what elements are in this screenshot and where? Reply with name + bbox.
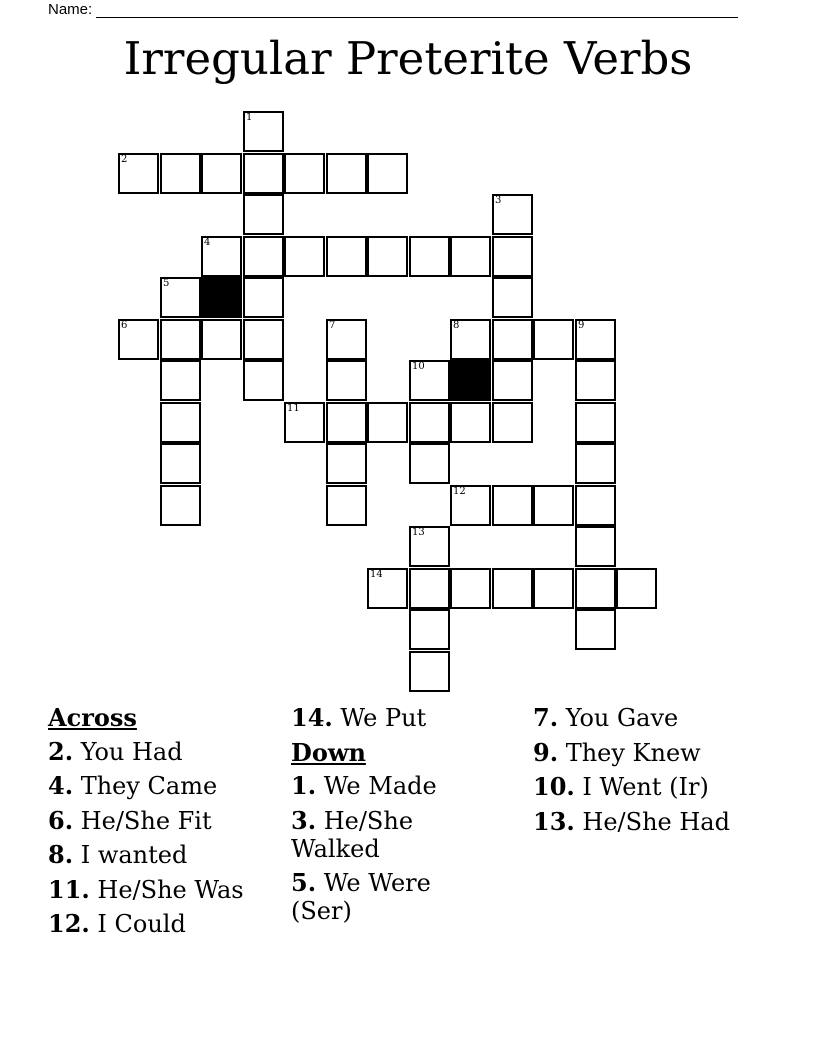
grid-cell[interactable] <box>492 485 533 526</box>
grid-cell[interactable] <box>367 568 408 609</box>
grid-cell[interactable] <box>160 402 201 443</box>
grid-cell[interactable] <box>450 568 491 609</box>
grid-cell[interactable] <box>409 568 450 609</box>
grid-cell[interactable] <box>575 360 616 401</box>
grid-cell[interactable] <box>160 443 201 484</box>
cell-number: 11 <box>287 403 300 414</box>
grid-cell[interactable] <box>533 485 574 526</box>
grid-cell[interactable] <box>201 319 242 360</box>
grid-cell[interactable] <box>326 236 367 277</box>
grid-cell[interactable] <box>450 402 491 443</box>
grid-cell[interactable] <box>409 526 450 567</box>
clue-down-9: 9. They Knew <box>533 737 701 767</box>
grid-cell[interactable] <box>243 236 284 277</box>
grid-cell[interactable] <box>326 360 367 401</box>
grid-cell[interactable] <box>492 568 533 609</box>
grid-cell[interactable] <box>575 443 616 484</box>
clue-column-1 <box>48 701 278 942</box>
name-label: Name: <box>48 1 93 18</box>
clue-across-6: 6. He/She Fit <box>48 805 212 835</box>
page-title: Irregular Preterite Verbs <box>123 32 693 85</box>
grid-cell[interactable] <box>326 319 367 360</box>
cell-number: 1 <box>246 112 253 123</box>
clue-down-7: 7. You Gave <box>533 703 679 732</box>
cell-number: 5 <box>163 278 170 289</box>
cell-number: 3 <box>495 195 502 206</box>
clue-across-14: 14. We Put <box>291 703 427 732</box>
grid-cell[interactable] <box>367 236 408 277</box>
clue-down-1: 1. We Made <box>291 771 437 800</box>
cell-number: 14 <box>370 569 383 580</box>
grid-cell[interactable] <box>160 319 201 360</box>
grid-cell[interactable] <box>284 402 325 443</box>
grid-cell[interactable] <box>326 443 367 484</box>
down-heading: Down <box>291 737 366 767</box>
clue-column-3 <box>533 701 783 839</box>
grid-cell[interactable] <box>160 360 201 401</box>
clue-column-2 <box>291 701 471 931</box>
grid-cell[interactable] <box>243 111 284 152</box>
grid-cell[interactable] <box>575 402 616 443</box>
grid-cell[interactable] <box>243 319 284 360</box>
grid-cell[interactable] <box>492 236 533 277</box>
clue-across-11: 11. He/She Was <box>48 874 244 904</box>
grid-cell[interactable] <box>243 153 284 194</box>
grid-cell[interactable] <box>409 609 450 650</box>
clue-down-10: 10. I Went (Ir) <box>533 772 709 801</box>
clue-across-4: 4. They Came <box>48 771 218 800</box>
grid-cell[interactable] <box>409 236 450 277</box>
grid-cell[interactable] <box>533 319 574 360</box>
cell-number: 13 <box>412 527 425 538</box>
grid-cell[interactable] <box>284 236 325 277</box>
grid-cell[interactable] <box>243 360 284 401</box>
grid-cell[interactable] <box>492 277 533 318</box>
grid-cell[interactable] <box>533 568 574 609</box>
grid-cell[interactable] <box>450 236 491 277</box>
grid-cell[interactable] <box>160 277 201 318</box>
grid-cell[interactable] <box>201 236 242 277</box>
grid-cell[interactable] <box>492 194 533 235</box>
grid-cell[interactable] <box>575 485 616 526</box>
grid-cell[interactable] <box>160 153 201 194</box>
grid-cell[interactable] <box>492 360 533 401</box>
grid-cell[interactable] <box>409 360 450 401</box>
cell-number: 9 <box>578 320 585 331</box>
grid-cell[interactable] <box>575 319 616 360</box>
grid-cell[interactable] <box>326 153 367 194</box>
grid-cell[interactable] <box>367 153 408 194</box>
cell-number: 8 <box>453 320 460 331</box>
grid-cell[interactable] <box>492 402 533 443</box>
clue-across-2: 2. You Had <box>48 736 183 766</box>
grid-cell[interactable] <box>160 485 201 526</box>
clue-down-5: 5. We Were (Ser) <box>291 867 431 925</box>
grid-cell[interactable] <box>575 568 616 609</box>
grid-cell[interactable] <box>575 526 616 567</box>
clue-across-12: 12. I Could <box>48 909 186 938</box>
cell-number: 7 <box>329 320 336 331</box>
grid-cell[interactable] <box>243 277 284 318</box>
cell-number: 2 <box>121 154 128 165</box>
grid-cell[interactable] <box>492 319 533 360</box>
grid-cell[interactable] <box>284 153 325 194</box>
cell-number: 10 <box>412 361 425 372</box>
clue-down-3: 3. He/She Walked <box>291 805 414 863</box>
grid-cell[interactable] <box>201 153 242 194</box>
grid-cell[interactable] <box>616 568 657 609</box>
cell-number: 6 <box>121 320 128 331</box>
grid-cell[interactable] <box>409 651 450 692</box>
grid-cell[interactable] <box>409 443 450 484</box>
grid-cell[interactable] <box>118 319 159 360</box>
black-cell <box>201 277 242 318</box>
grid-cell[interactable] <box>450 319 491 360</box>
clue-across-8: 8. I wanted <box>48 840 188 869</box>
grid-cell[interactable] <box>118 153 159 194</box>
clue-down-13: 13. He/She Had <box>533 806 730 836</box>
grid-cell[interactable] <box>409 402 450 443</box>
grid-cell[interactable] <box>575 609 616 650</box>
cell-number: 12 <box>453 486 466 497</box>
across-heading: Across <box>48 703 137 732</box>
cell-number: 4 <box>204 237 211 248</box>
grid-cell[interactable] <box>243 194 284 235</box>
grid-cell[interactable] <box>367 402 408 443</box>
black-cell <box>450 360 491 401</box>
grid-cell[interactable] <box>326 402 367 443</box>
grid-cell[interactable] <box>326 485 367 526</box>
grid-cell[interactable] <box>450 485 491 526</box>
